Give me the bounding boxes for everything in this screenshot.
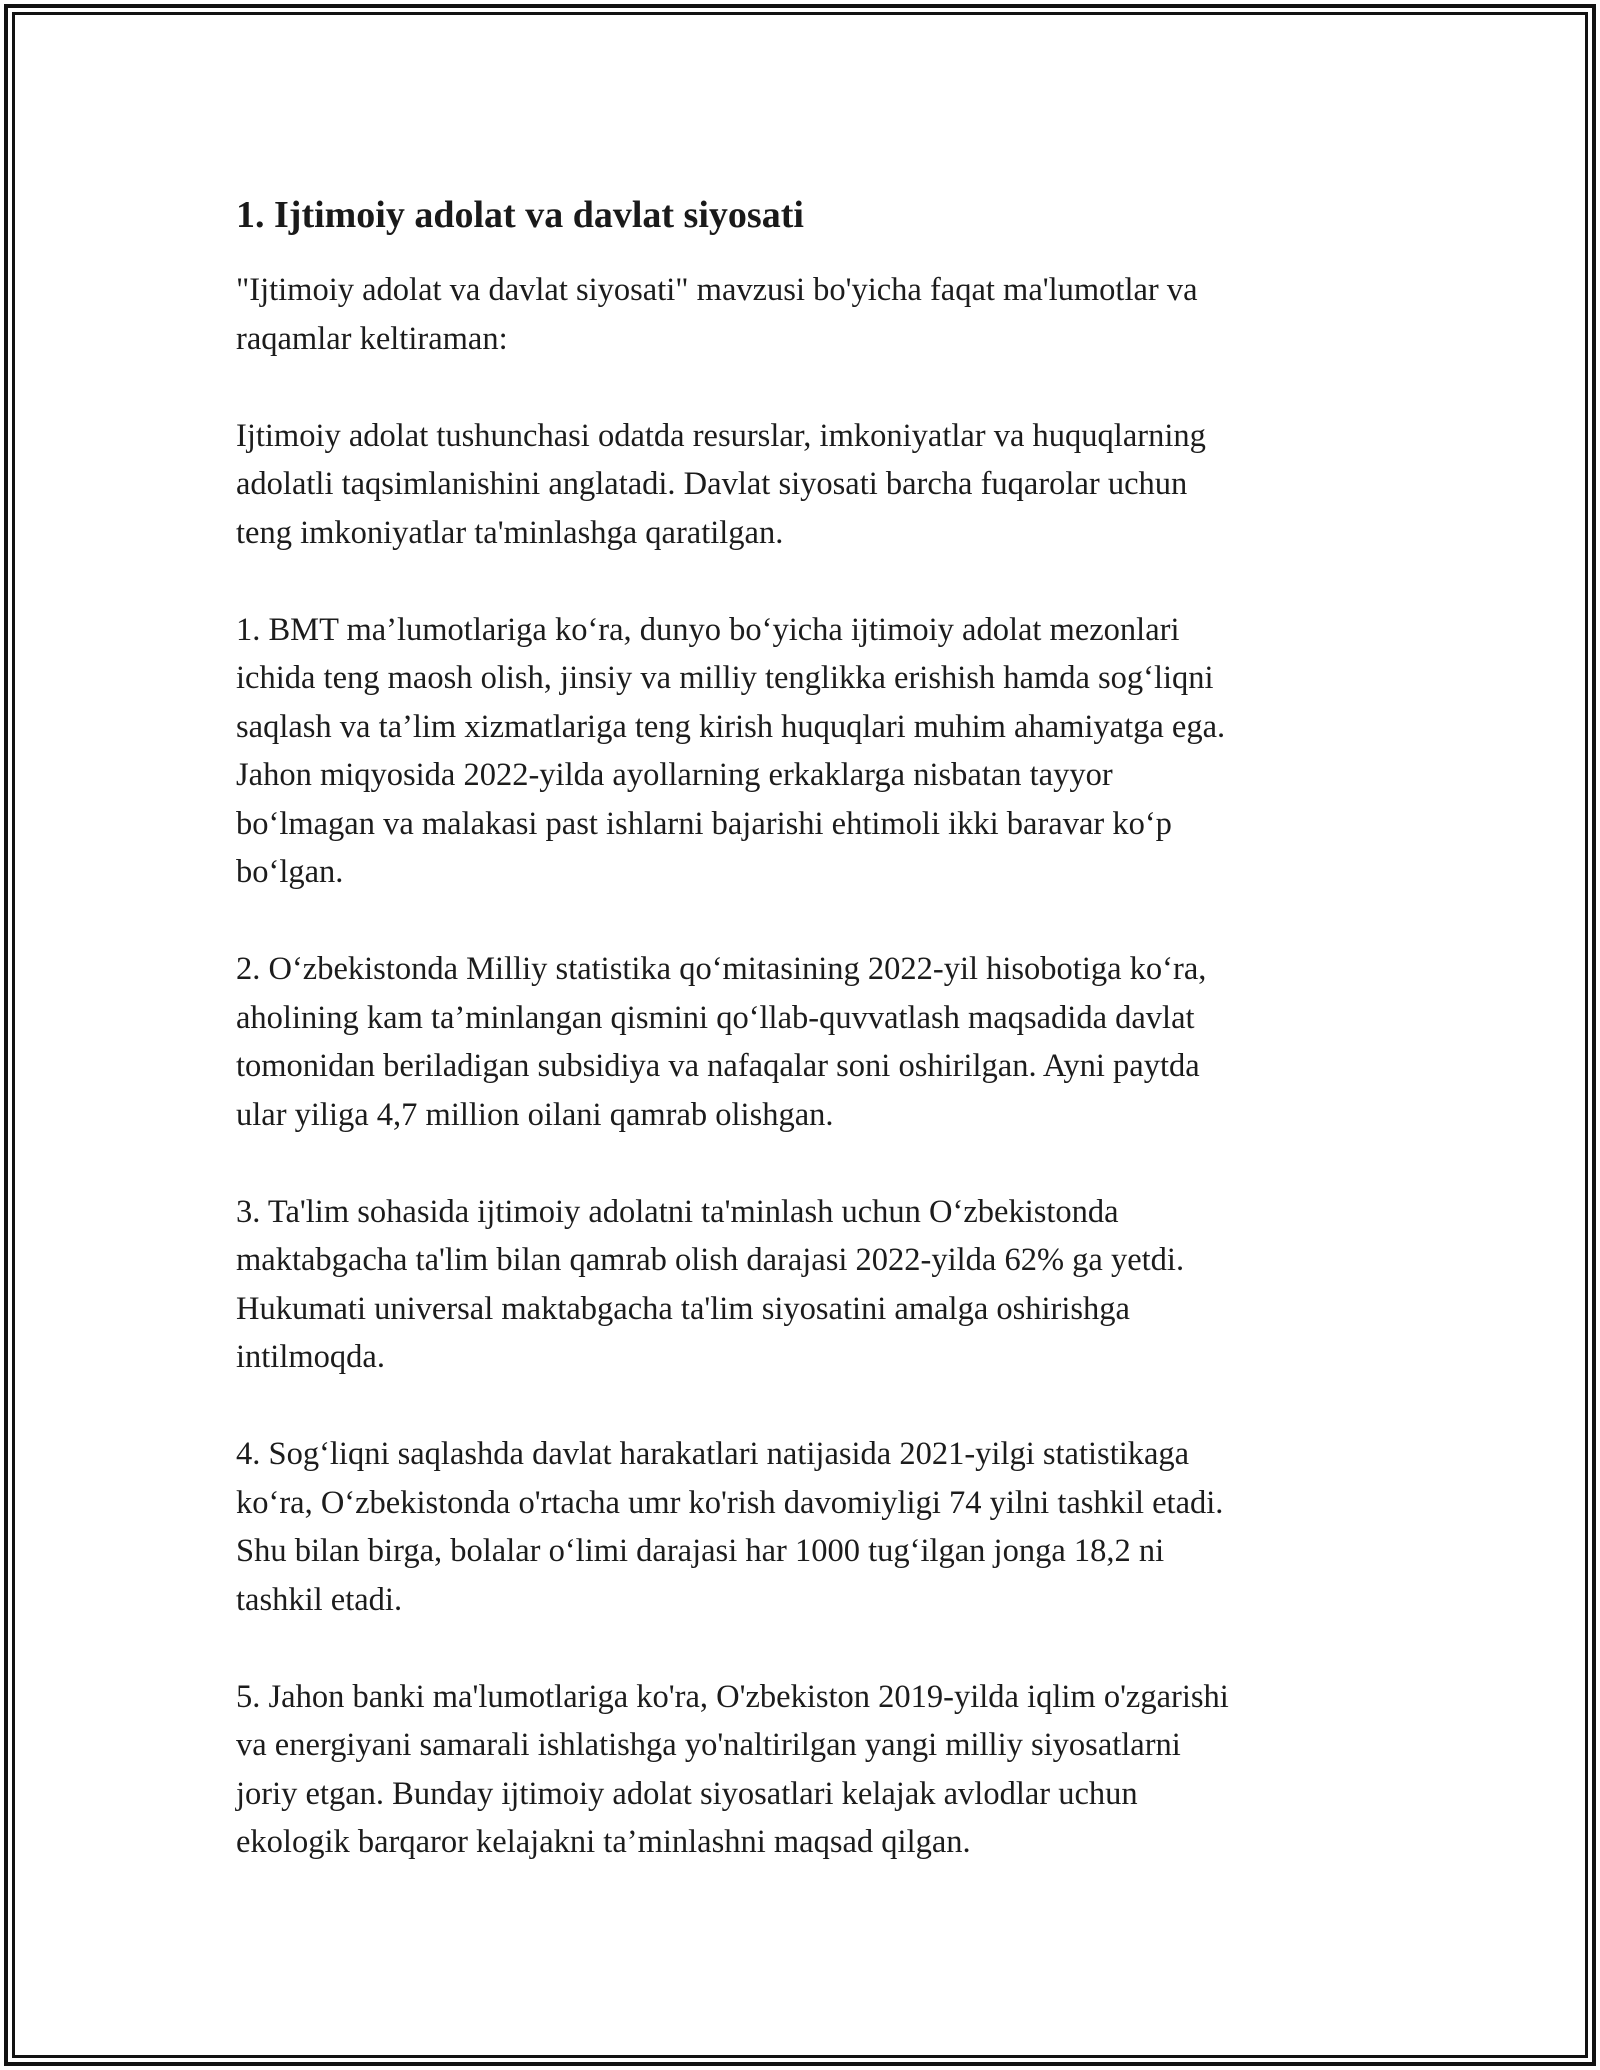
- list-item-5: 5. Jahon banki ma'lumotlariga ko'ra, O'zbekiston 2019-yilda iqlim o'zgarishi va energiyani samarali ishlatishga yo'naltirilgan yangi milliy siyosatlarni joriy etgan. Bunday ijtimoiy adolat siyosatlari kelajak avlodlar uchun ekologik barqaror kelajakni ta’minlashni maqsad qilgan.: [236, 1678, 1229, 1860]
- list-item-4: 4. Sog‘liqni saqlashda davlat harakatlari natijasida 2021-yilgi statistikaga ko‘ra, O‘zbekistonda o'rtacha umr ko'rish davomiyligi 74 yilni tashkil etadi. Shu bilan birga, bolalar o‘limi darajasi har 1000 tug‘ilgan jonga 18,2 ni tashkil etadi.: [236, 1436, 1224, 1618]
- list-item-1: 1. BMT ma’lumotlariga ko‘ra, dunyo bo‘yicha ijtimoiy adolat mezonlari ichida teng maosh olish, jinsiy va milliy tenglikka erishish hamda sog‘liqni saqlash va ta’lim xizmatlariga teng kirish huquqlari muhim ahamiyatga ega. Jahon miqyosida 2022-yilda ayollarning erkaklarga nisbatan tayyor bo‘lmagan va malakasi past ishlarni bajarishi ehtimoli ikki baravar ko‘p bo‘lgan.: [236, 611, 1226, 890]
- definition-paragraph: Ijtimoiy adolat tushunchasi odatda resurslar, imkoniyatlar va huquqlarning adolatli taqsimlanishini anglatadi. Davlat siyosati barcha fuqarolar uchun teng imkoniyatlar ta'minlashga qaratilgan.: [236, 417, 1206, 551]
- list-item-2: 2. O‘zbekistonda Milliy statistika qo‘mitasining 2022-yil hisobotiga ko‘ra, aholining kam ta’minlangan qismini qo‘llab-quvvatlash maqsadida davlat tomonidan beriladigan subsidiya va nafaqalar soni oshirilgan. Ayni paytda ular yiliga 4,7 million oilani qamrab olishgan.: [236, 951, 1207, 1133]
- intro-paragraph: "Ijtimoiy adolat va davlat siyosati" mavzusi bo'yicha faqat ma'lumotlar va raqamlar keltiraman:: [236, 272, 1198, 357]
- document-title: 1. Ijtimoiy adolat va davlat siyosati: [236, 194, 804, 236]
- list-item-3: 3. Ta'lim sohasida ijtimoiy adolatni ta'minlash uchun O‘zbekistonda maktabgacha ta'lim bilan qamrab olish darajasi 2022-yilda 62% ga yetdi. Hukumati universal maktabgacha ta'lim siyosatini amalga oshirishga intilmoqda.: [236, 1193, 1185, 1375]
- document-body: [236, 190, 1376, 1867]
